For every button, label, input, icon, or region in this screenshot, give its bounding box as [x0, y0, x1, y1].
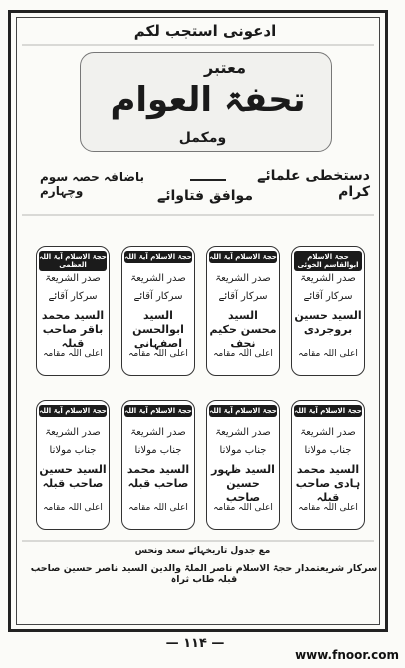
top-verse: ادعونی استجب لکم	[133, 22, 277, 40]
card-honorific: سرکار آقائے	[218, 291, 268, 302]
card-title: صدر الشریعۃ	[130, 273, 186, 284]
card-scholar-name: السید ابوالحسن اصفہانی	[132, 309, 184, 350]
card-heading: حجۃ الاسلام آیۃ اللہ	[124, 407, 192, 415]
card-benediction: اعلی اللہ مقامہ	[43, 349, 103, 359]
card-honorific: سرکار آقائے	[133, 291, 183, 302]
card-benediction: اعلی اللہ مقامہ	[128, 503, 188, 513]
card-benediction: اعلی اللہ مقامہ	[43, 503, 103, 513]
card-honorific: سرکار آقائے	[48, 291, 98, 302]
card-scholar-name: السید ظہور حسین صاحب	[211, 463, 275, 504]
card-title: صدر الشریعۃ	[215, 273, 271, 284]
card-heading: حجۃ الاسلام آیۃ اللہ	[124, 253, 192, 261]
card-honorific: جناب مولانا	[134, 445, 182, 456]
card-scholar-name: السید محمد باقر صاحب قبلہ	[41, 309, 105, 350]
book-title: تحفۃ العوام	[110, 80, 306, 120]
card-benediction: اعلی اللہ مقامہ	[213, 349, 273, 359]
card-scholar-name: السید محسن حکیم نجف	[209, 309, 277, 350]
card-honorific: جناب مولانا	[219, 445, 267, 456]
card-title: صدر الشریعۃ	[45, 427, 101, 438]
title-sub2: ومکمل	[178, 130, 227, 146]
scholar-card	[36, 400, 110, 530]
card-scholar-name: السید محمد صاحب قبلہ	[126, 463, 190, 490]
per-fatawa: موافق فتاوائے	[156, 188, 253, 204]
table-note: مع جدول تاریخہائے سعد ونحس	[134, 546, 271, 556]
card-title: صدر الشریعۃ	[300, 427, 356, 438]
card-benediction: اعلی اللہ مقامہ	[128, 349, 188, 359]
card-heading: حجۃ الاسلام ابوالقاسم الخوئی	[294, 251, 362, 271]
card-scholar-name: السید حسین صاحب قبلہ	[39, 463, 107, 490]
card-benediction: اعلی اللہ مقامہ	[213, 503, 273, 513]
dedication-line: سرکار شریعتمدار حجۃ الاسلام ناصر الملۃ والدین السید ناصر حسین صاحب قبلہ طاب ثراہ	[30, 563, 378, 585]
card-scholar-name: السید حسین بروجردی	[294, 309, 362, 336]
decorative-band	[22, 540, 374, 542]
scholar-card	[36, 246, 110, 376]
card-title: صدر الشریعۃ	[130, 427, 186, 438]
card-honorific: جناب مولانا	[304, 445, 352, 456]
scholar-card	[121, 400, 195, 530]
card-heading: حجۃ الاسلام آیۃ اللہ	[39, 407, 107, 415]
card-title: صدر الشریعۃ	[215, 427, 271, 438]
decorative-band	[22, 44, 374, 46]
scholar-card	[206, 400, 280, 530]
card-scholar-name: السید محمد ہادی صاحب قبلہ	[295, 463, 361, 504]
website-watermark: www.fnoor.com	[295, 648, 399, 662]
scholar-card	[206, 246, 280, 376]
card-heading: حجۃ الاسلام آیۃ اللہ	[209, 407, 277, 415]
scholar-card	[291, 246, 365, 376]
card-benediction: اعلی اللہ مقامہ	[298, 503, 358, 513]
scholar-cards	[28, 246, 378, 536]
separator-dash	[190, 179, 226, 181]
card-title: صدر الشریعۃ	[300, 273, 356, 284]
cited-by: دستخطی علمائے کرام	[257, 168, 370, 200]
decorative-band	[22, 214, 374, 216]
card-benediction: اعلی اللہ مقامہ	[298, 349, 358, 359]
card-heading: حجۃ الاسلام آیۃ اللہ	[294, 407, 362, 415]
scholar-card	[291, 400, 365, 530]
card-title: صدر الشریعۃ	[45, 273, 101, 284]
page-number: — ۱۱۴ —	[165, 636, 225, 651]
card-heading: حجۃ الاسلام آیۃ اللہ العظمی	[39, 253, 107, 269]
addition-note: باضافہ حصہ سوم وچہارم	[40, 170, 144, 198]
card-honorific: سرکار آقائے	[303, 291, 353, 302]
card-honorific: جناب مولانا	[49, 445, 97, 456]
title-sub: معتبر	[204, 58, 246, 77]
scholar-card	[121, 246, 195, 376]
card-heading: حجۃ الاسلام آیۃ اللہ	[209, 253, 277, 261]
